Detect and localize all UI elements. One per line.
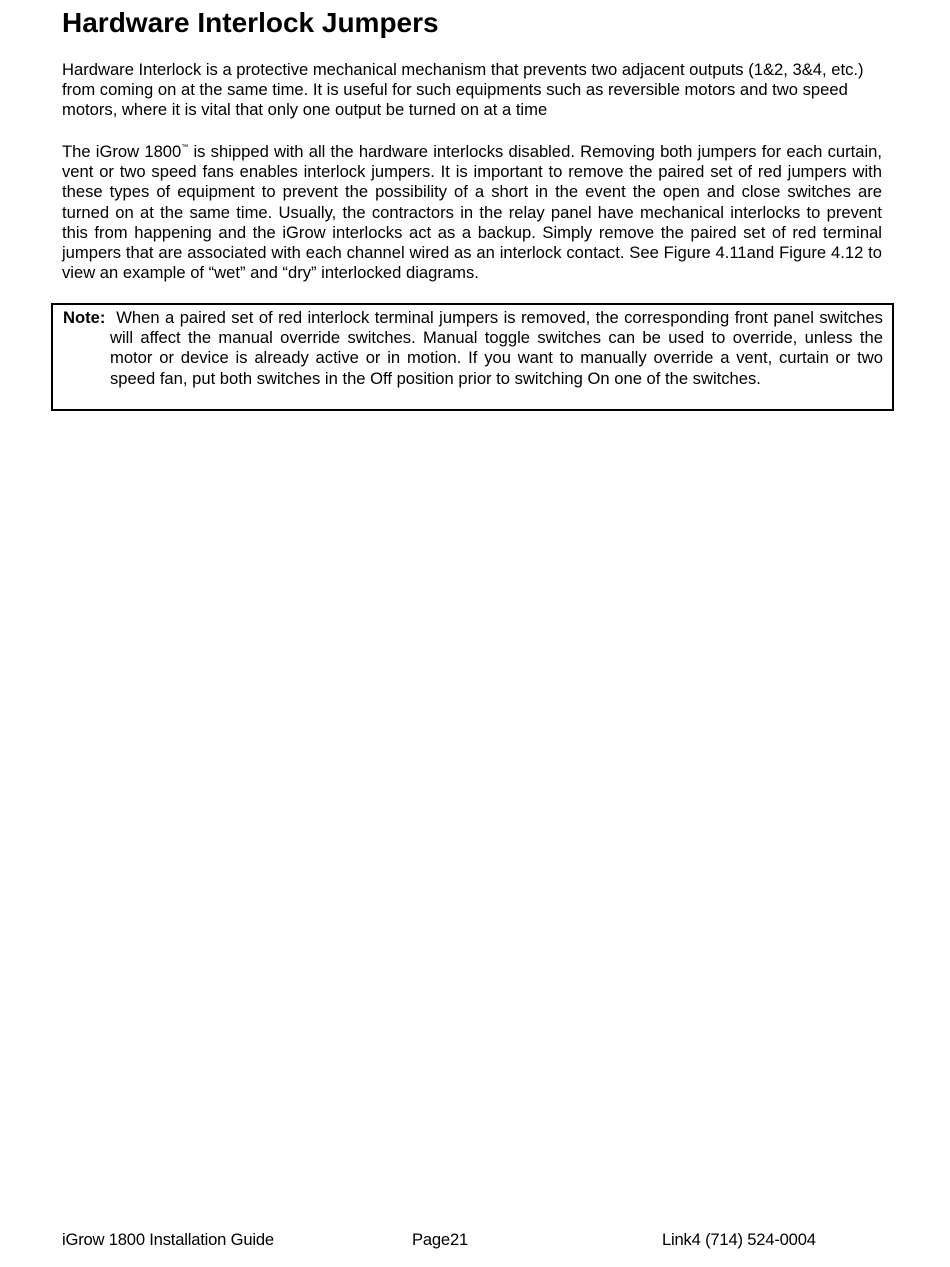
footer-contact: Link4 (714) 524-0004 bbox=[662, 1230, 816, 1249]
footer-page-number: Page21 bbox=[412, 1230, 469, 1249]
note-content bbox=[63, 308, 883, 389]
note-label: Note: bbox=[63, 308, 106, 327]
trademark-symbol: ™ bbox=[181, 144, 189, 151]
shipping-paragraph bbox=[62, 142, 882, 283]
product-name-text: The iGrow 1800 bbox=[62, 142, 182, 161]
shipping-paragraph-text: is shipped with all the hardware interlocks disabled. Removing both jumpers for each curtain, vent or two speed fans enables interlock jumpers. It is important to remove the paired set of red jumpers with these types of equipment to prevent the possibility of a short in the event the open and close switches are turned on at the same time. Usually, the contractors in the relay panel have mechanical interlocks to prevent this from happening and the iGrow interlocks act as a backup. Simply remove the paired set of red terminal jumpers that are associated with each channel wired as an interlock contact. See Figure 4.11and Figure 4.12 to view an example of “wet” and “dry” interlocked diagrams. bbox=[62, 142, 882, 283]
intro-paragraph: Hardware Interlock is a protective mechanical mechanism that prevents two adjacent outputs (1&2, 3&4, etc.) from coming on at the same time. It is useful for such equipments such as reversible motors and two speed motors, where it is vital that only one output be turned on at a time bbox=[62, 60, 864, 120]
note-text: When a paired set of red interlock terminal jumpers is removed, the corresponding front panel switches will affect the manual override switches. Manual toggle switches can be used to override, unless the motor or device is already active or in motion. If you want to manually override a vent, curtain or two speed fan, put both switches in the Off position prior to switching On one of the switches. bbox=[110, 308, 883, 388]
footer-guide-title: iGrow 1800 Installation Guide bbox=[62, 1230, 274, 1249]
note-box bbox=[51, 303, 894, 411]
page-title: Hardware Interlock Jumpers bbox=[62, 7, 439, 38]
